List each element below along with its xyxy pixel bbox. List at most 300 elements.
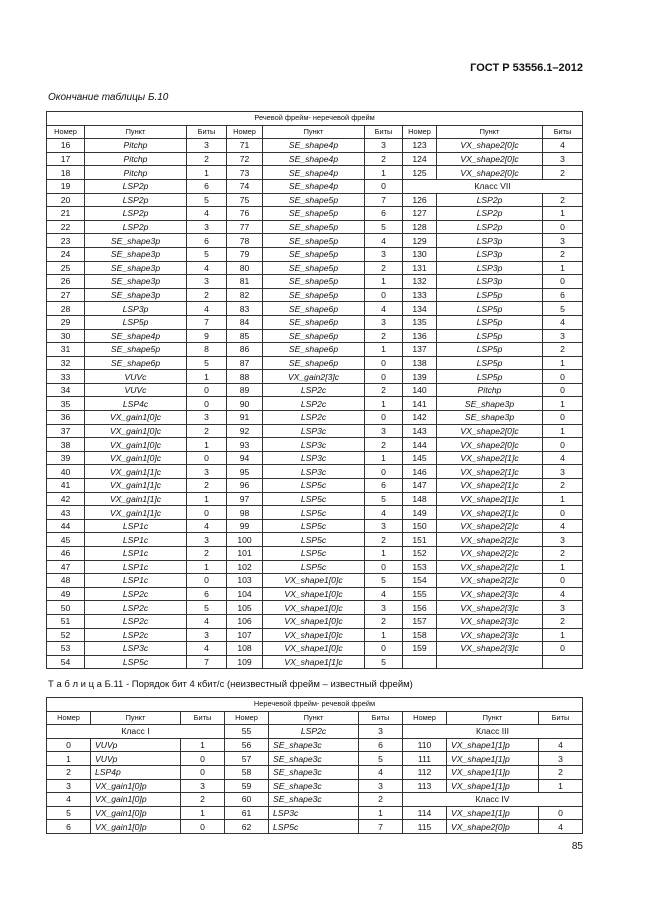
table-cell: 5 (187, 247, 227, 261)
table-cell: SE_shape5p (263, 220, 365, 234)
table-cell: LSP5c (85, 655, 187, 669)
table-cell: 1 (543, 492, 583, 506)
table-cell: 40 (47, 465, 85, 479)
table-cell: 0 (365, 560, 403, 574)
table-cell: 2 (187, 479, 227, 493)
table-cell: 30 (47, 329, 85, 343)
table-row (47, 207, 583, 221)
table-cell: VX_shape1[1]p (447, 765, 539, 779)
table-cell: 2 (543, 343, 583, 357)
table-cell: 141 (403, 397, 437, 411)
table-cell: LSP3p (437, 275, 543, 289)
table-row (47, 370, 583, 384)
table-cell: 1 (187, 492, 227, 506)
table-cell: SE_shape5p (263, 288, 365, 302)
table-cell: SE_shape4p (263, 139, 365, 153)
table-cell: SE_shape6p (263, 343, 365, 357)
table-row (47, 424, 583, 438)
table-cell (543, 655, 583, 669)
table-cell: 4 (365, 506, 403, 520)
table-row (47, 628, 583, 642)
table-cell: VUVc (85, 383, 187, 397)
table-cell: 145 (403, 451, 437, 465)
table-cell: 0 (181, 765, 225, 779)
table-cell: 1 (187, 166, 227, 180)
table-cell: 23 (47, 234, 85, 248)
table-cell: LSP1c (85, 560, 187, 574)
table-cell: VX_shape1[0]c (263, 601, 365, 615)
table-row (47, 752, 583, 766)
table-cell: VX_shape1[0]c (263, 614, 365, 628)
table-cell: 4 (187, 207, 227, 221)
table-cell: 3 (543, 601, 583, 615)
table-cell: 1 (187, 560, 227, 574)
table-cell: VX_shape2[3]c (437, 628, 543, 642)
table-cell: LSP2p (85, 207, 187, 221)
table1-title: Речевой фрейм- неречевой фрейм (47, 112, 583, 126)
table-row (47, 234, 583, 248)
table-cell: 50 (47, 601, 85, 615)
table-row (47, 547, 583, 561)
table-cell: VX_shape2[2]c (437, 560, 543, 574)
table-cell: 133 (403, 288, 437, 302)
table-cell: 0 (543, 370, 583, 384)
table-cell: 24 (47, 247, 85, 261)
table-cell: 4 (539, 820, 583, 834)
table-cell: 110 (403, 738, 447, 752)
table-row (47, 411, 583, 425)
table-cell: 3 (187, 139, 227, 153)
table-cell: LSP3p (437, 247, 543, 261)
table-cell: 43 (47, 506, 85, 520)
table-cell: 55 (225, 725, 269, 739)
table-cell: LSP2p (437, 220, 543, 234)
table-cell: 136 (403, 329, 437, 343)
table-cell: 2 (365, 152, 403, 166)
table-cell: LSP3p (437, 261, 543, 275)
table2-title: Неречевой фрейм- речевой фрейм (47, 698, 583, 712)
table-cell: 3 (365, 139, 403, 153)
table-cell: 4 (365, 234, 403, 248)
table-cell: LSP2c (263, 383, 365, 397)
table-cell: SE_shape3p (85, 234, 187, 248)
table-cell: 73 (227, 166, 263, 180)
class-label: Класс IV (403, 793, 583, 807)
table-cell: VX_shape2[3]c (437, 587, 543, 601)
table-cell: VX_shape2[1]c (437, 492, 543, 506)
table-cell: 39 (47, 451, 85, 465)
table-cell: 0 (187, 574, 227, 588)
table-row (47, 315, 583, 329)
table-row (47, 779, 583, 793)
table-cell: VX_gain1[0]c (85, 451, 187, 465)
table-cell: Pitchp (85, 166, 187, 180)
table-cell: 130 (403, 247, 437, 261)
table-cell: 0 (187, 506, 227, 520)
table-cell: 8 (187, 343, 227, 357)
table-cell: VX_shape2[0]c (437, 424, 543, 438)
table-cell: 4 (365, 587, 403, 601)
table-cell: LSP2p (85, 179, 187, 193)
table-cell: 4 (543, 587, 583, 601)
table-cell: 3 (187, 411, 227, 425)
table-cell: 102 (227, 560, 263, 574)
table-cell: 71 (227, 139, 263, 153)
table-cell: 148 (403, 492, 437, 506)
table-cell: 5 (187, 356, 227, 370)
table-cell: 104 (227, 587, 263, 601)
table-cell: 1 (543, 560, 583, 574)
table-cell: VX_shape2[0]c (437, 166, 543, 180)
table-cell: LSP2c (85, 614, 187, 628)
table-cell: 6 (187, 234, 227, 248)
table-cell: 18 (47, 166, 85, 180)
table-cell: 21 (47, 207, 85, 221)
table-cell: VX_shape1[1]p (447, 779, 539, 793)
table-cell: 53 (47, 642, 85, 656)
table-cell: SE_shape6p (263, 315, 365, 329)
table-cell: VX_shape2[2]c (437, 519, 543, 533)
table-cell: LSP2c (85, 587, 187, 601)
table-row (47, 820, 583, 834)
table-row (47, 479, 583, 493)
table-cell: 4 (359, 765, 403, 779)
table-cell: 3 (543, 465, 583, 479)
table-cell: 2 (365, 438, 403, 452)
table-row (47, 725, 583, 739)
table-cell: 3 (539, 752, 583, 766)
table-cell: 7 (359, 820, 403, 834)
table-cell: 6 (47, 820, 91, 834)
table-cell: 0 (543, 642, 583, 656)
table-row (47, 356, 583, 370)
table-cell: 2 (543, 479, 583, 493)
table-cell: LSP3c (263, 465, 365, 479)
table-cell: 143 (403, 424, 437, 438)
class-label: Класс VII (403, 179, 583, 193)
table-cell: VUVp (91, 752, 181, 766)
table-row (47, 465, 583, 479)
table-cell: 33 (47, 370, 85, 384)
table-cell: 0 (365, 411, 403, 425)
table-cell: LSP1c (85, 519, 187, 533)
table-row (47, 574, 583, 588)
table-cell: 16 (47, 139, 85, 153)
table-cell: 3 (365, 247, 403, 261)
table-cell: VX_shape2[1]c (437, 451, 543, 465)
table-cell: 1 (365, 547, 403, 561)
table-cell: VX_shape1[0]c (263, 642, 365, 656)
table-cell: 126 (403, 193, 437, 207)
table-cell: 41 (47, 479, 85, 493)
table-cell: 93 (227, 438, 263, 452)
table-cell: LSP3c (85, 642, 187, 656)
table-cell: VX_shape2[0]c (437, 438, 543, 452)
table-cell: 17 (47, 152, 85, 166)
table-cell: VX_shape2[0]c (437, 139, 543, 153)
table-cell: 101 (227, 547, 263, 561)
table-cell: SE_shape4p (263, 166, 365, 180)
table-cell: 88 (227, 370, 263, 384)
table-cell: 77 (227, 220, 263, 234)
table-cell: 3 (359, 779, 403, 793)
table-cell: 85 (227, 329, 263, 343)
table-cell: VX_gain1[0]c (85, 438, 187, 452)
column-header: Номер (227, 125, 263, 139)
table-cell: 153 (403, 560, 437, 574)
table-cell: 89 (227, 383, 263, 397)
table-cell: 0 (187, 451, 227, 465)
table-cell: 2 (365, 261, 403, 275)
table-cell: LSP1c (85, 574, 187, 588)
table-cell: 3 (543, 329, 583, 343)
table-cell: 26 (47, 275, 85, 289)
table-cell: 1 (181, 738, 225, 752)
table-cell: LSP5p (437, 356, 543, 370)
table-cell: 1 (365, 628, 403, 642)
table-cell: 76 (227, 207, 263, 221)
table-cell: VX_shape1[0]c (263, 574, 365, 588)
table-cell: 1 (365, 275, 403, 289)
table-cell: SE_shape3p (437, 411, 543, 425)
table-row (47, 179, 583, 193)
table-cell: LSP3c (263, 438, 365, 452)
column-header: Биты (187, 125, 227, 139)
table-cell: LSP5p (437, 343, 543, 357)
table-cell: SE_shape3p (85, 288, 187, 302)
table-cell: 98 (227, 506, 263, 520)
table-cell: 5 (47, 806, 91, 820)
column-header: Биты (181, 711, 225, 725)
table-row (47, 655, 583, 669)
table-cell: SE_shape5p (263, 207, 365, 221)
table-cell: 20 (47, 193, 85, 207)
table-cell: 106 (227, 614, 263, 628)
table-cell: 31 (47, 343, 85, 357)
table-cell: VX_gain1[0]c (85, 424, 187, 438)
table-cell: VX_shape2[0]p (447, 820, 539, 834)
table-cell: 3 (543, 533, 583, 547)
table-cell: 7 (187, 655, 227, 669)
table-cell: 1 (543, 356, 583, 370)
table-cell: LSP3p (85, 302, 187, 316)
page-number: 85 (571, 841, 583, 852)
table-cell: 83 (227, 302, 263, 316)
table-cell: 105 (227, 601, 263, 615)
table-cell: LSP2p (85, 220, 187, 234)
table-cell: 44 (47, 519, 85, 533)
table-cell: 2 (365, 614, 403, 628)
table-cell: LSP5c (263, 547, 365, 561)
table-cell: 0 (543, 220, 583, 234)
table-cell: 0 (543, 506, 583, 520)
table-cell: 1 (365, 343, 403, 357)
table-cell: 111 (403, 752, 447, 766)
table-cell: 4 (543, 451, 583, 465)
table-cell (437, 655, 543, 669)
table-cell: LSP5p (437, 370, 543, 384)
table-cell: LSP5p (437, 329, 543, 343)
table-cell: LSP4p (91, 765, 181, 779)
table-cell: VX_shape1[1]p (447, 752, 539, 766)
table-cell: SE_shape3c (269, 765, 359, 779)
table-cell: 4 (187, 261, 227, 275)
table-cell: 155 (403, 587, 437, 601)
table-cell: 3 (543, 152, 583, 166)
table-row (47, 642, 583, 656)
table-cell: 97 (227, 492, 263, 506)
table-cell: 28 (47, 302, 85, 316)
table-cell: 99 (227, 519, 263, 533)
table-cell: 3 (359, 725, 403, 739)
table-cell: VX_shape1[1]c (263, 655, 365, 669)
table-row (47, 139, 583, 153)
table-cell: 2 (543, 166, 583, 180)
table-cell: LSP5c (263, 533, 365, 547)
table-cell: LSP3c (263, 424, 365, 438)
table-cell: 29 (47, 315, 85, 329)
table-cell: 80 (227, 261, 263, 275)
table-cell: 3 (47, 779, 91, 793)
table-row (47, 601, 583, 615)
table-cell: 6 (359, 738, 403, 752)
table-cell: VX_shape2[0]c (437, 152, 543, 166)
table-cell: VX_shape2[2]c (437, 547, 543, 561)
table-cell: 1 (543, 261, 583, 275)
table-cell: 109 (227, 655, 263, 669)
table-cell: VX_gain1[0]p (91, 820, 181, 834)
table-cell: 3 (181, 779, 225, 793)
column-header: Пункт (263, 125, 365, 139)
table-cell: 5 (365, 492, 403, 506)
table-cell: 1 (359, 806, 403, 820)
table-cell: 125 (403, 166, 437, 180)
table-cell: 2 (359, 793, 403, 807)
table-cell: VX_shape2[3]c (437, 614, 543, 628)
table-cell: 144 (403, 438, 437, 452)
table-cell: VX_gain1[1]c (85, 492, 187, 506)
table-cell: 1 (365, 166, 403, 180)
table-cell: 150 (403, 519, 437, 533)
table-cell: 3 (187, 465, 227, 479)
table-cell: VX_gain1[0]c (85, 411, 187, 425)
table-cell: 1 (543, 628, 583, 642)
table-b10 (46, 111, 583, 669)
table-cell: VX_shape2[1]c (437, 479, 543, 493)
table-cell: 107 (227, 628, 263, 642)
table-row (47, 451, 583, 465)
table-cell: 3 (365, 519, 403, 533)
column-header: Биты (543, 125, 583, 139)
table-cell: VX_shape2[2]c (437, 533, 543, 547)
table-cell: 4 (543, 519, 583, 533)
table-cell: 157 (403, 614, 437, 628)
table-cell: 124 (403, 152, 437, 166)
table-cell: Pitchp (437, 383, 543, 397)
table-cell: 5 (187, 601, 227, 615)
table-cell: 4 (187, 519, 227, 533)
table-cell: 90 (227, 397, 263, 411)
table-cell: 137 (403, 343, 437, 357)
table-cell: VX_shape2[1]c (437, 506, 543, 520)
table-cell: 0 (365, 356, 403, 370)
table-row (47, 492, 583, 506)
table-cell: 3 (365, 424, 403, 438)
table-cell: SE_shape6p (263, 302, 365, 316)
table-cell: 45 (47, 533, 85, 547)
table-cell: SE_shape5p (263, 234, 365, 248)
table-row (47, 329, 583, 343)
table-cell: 4 (543, 315, 583, 329)
table-row (47, 738, 583, 752)
table-cell: 3 (187, 275, 227, 289)
table-cell: VX_shape2[3]c (437, 642, 543, 656)
table-cell: 0 (543, 574, 583, 588)
table-cell: 9 (187, 329, 227, 343)
table-cell: 2 (365, 533, 403, 547)
table-row (47, 438, 583, 452)
table-cell: 2 (187, 547, 227, 561)
table-row (47, 793, 583, 807)
table-cell: 100 (227, 533, 263, 547)
table-cell: SE_shape3p (85, 261, 187, 275)
table-cell: 35 (47, 397, 85, 411)
table-cell: 0 (365, 179, 403, 193)
table-cell: 0 (543, 411, 583, 425)
table-cell: 1 (181, 806, 225, 820)
table-cell: 0 (187, 397, 227, 411)
table-cell (403, 655, 437, 669)
table-cell: 6 (187, 179, 227, 193)
table-cell: 87 (227, 356, 263, 370)
table-cell: 1 (187, 438, 227, 452)
table-cell: SE_shape5p (263, 193, 365, 207)
table-cell: 4 (543, 139, 583, 153)
table-row (47, 166, 583, 180)
table-cell: VX_gain1[0]p (91, 806, 181, 820)
table-cell: VX_gain1[1]c (85, 479, 187, 493)
column-header: Пункт (91, 711, 181, 725)
table-cell: SE_shape5p (263, 275, 365, 289)
table-cell: SE_shape3c (269, 793, 359, 807)
table-cell: LSP5c (263, 492, 365, 506)
table-cell: VX_shape1[1]p (447, 806, 539, 820)
table-cell: 123 (403, 139, 437, 153)
table-cell: LSP2c (263, 397, 365, 411)
table-cell: SE_shape4p (263, 152, 365, 166)
table-cell: LSP2c (269, 725, 359, 739)
table-cell: 0 (543, 438, 583, 452)
table-cell: LSP5c (263, 479, 365, 493)
table-cell: SE_shape4p (85, 329, 187, 343)
table-cell: 132 (403, 275, 437, 289)
table-cell: VX_gain1[1]c (85, 506, 187, 520)
table-cell: 38 (47, 438, 85, 452)
table-cell: 36 (47, 411, 85, 425)
table-cell: 3 (187, 533, 227, 547)
table-cell: 46 (47, 547, 85, 561)
table-cell: 158 (403, 628, 437, 642)
table-cell: LSP2p (85, 193, 187, 207)
table-row (47, 288, 583, 302)
table-cell: 0 (181, 820, 225, 834)
table-row (47, 220, 583, 234)
table-cell: 3 (187, 628, 227, 642)
table-row (47, 397, 583, 411)
table-cell: 25 (47, 261, 85, 275)
table-cell: 3 (365, 601, 403, 615)
table-cell: 151 (403, 533, 437, 547)
